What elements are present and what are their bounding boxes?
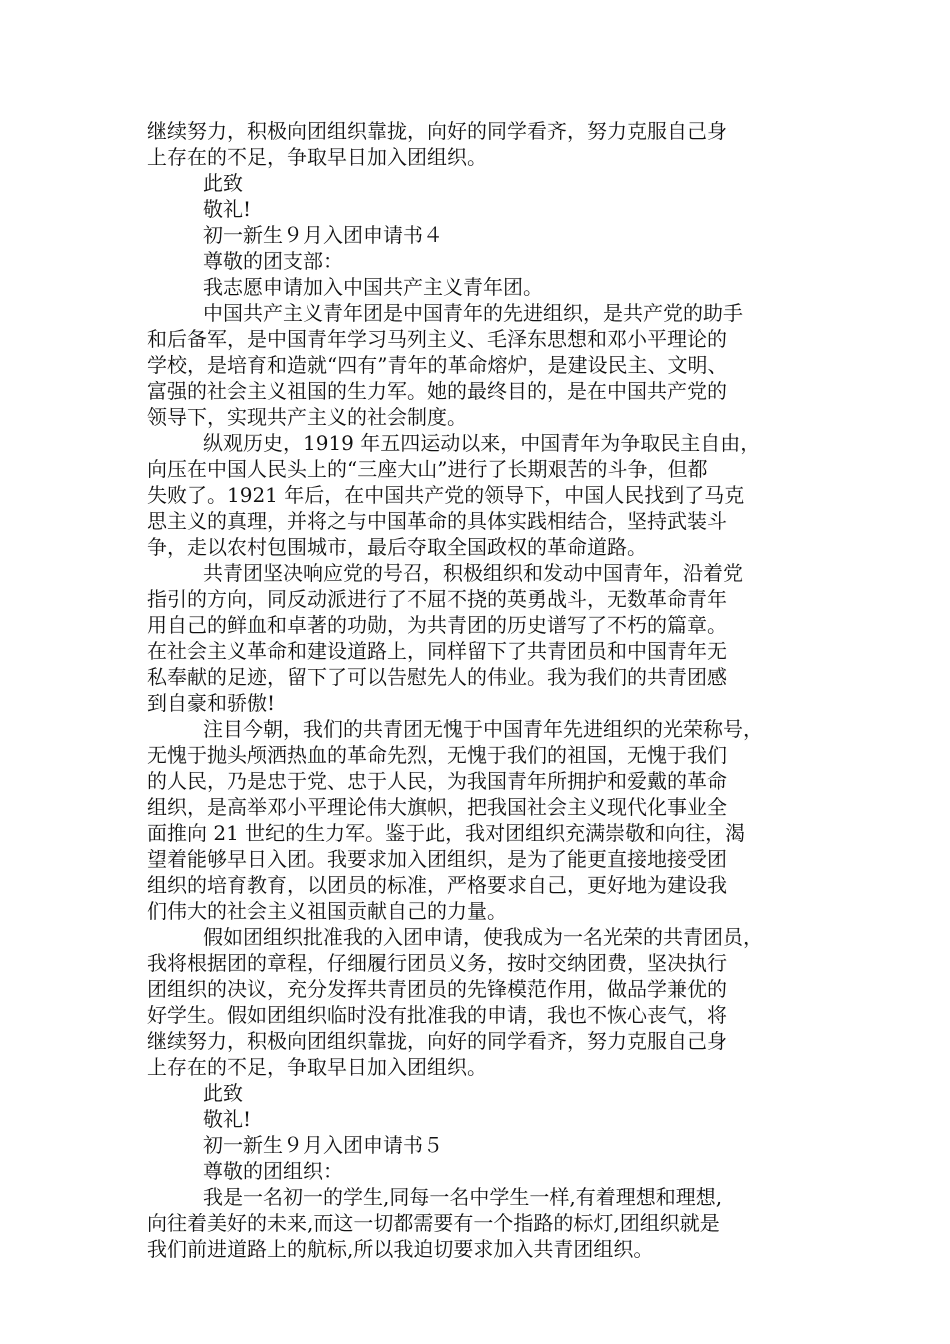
intent-text: 我志愿申请加入中国共产主义青年团。 [203,275,543,299]
text-line: 我是一名初一的学生,同每一名中学生一样,有着理想和理想, [203,1185,723,1209]
text-line: 到自豪和骄傲! [147,691,276,715]
text-line: 指引的方向，同反动派进行了不屈不挠的英勇战斗，无数革命青年 [147,587,727,611]
text-line: 继续努力，积极向团组织靠拢，向好的同学看齐，努力克服自己身 [147,1029,727,1053]
text-line: 组织，是高举邓小平理论伟大旗帜，把我国社会主义现代化事业全 [147,795,727,819]
text-line: 注目今朝，我们的共青团无愧于中国青年先进组织的光荣称号， [203,717,763,741]
text-line: 组织的培育教育，以团员的标准，严格要求自己，更好地为建设我 [147,873,727,897]
text-line: 们伟大的社会主义祖国贡献自己的力量。 [147,899,507,923]
text-line: 上存在的不足，争取早日加入团组织。 [147,1055,487,1079]
text-line: 用自己的鲜血和卓著的功勋，为共青团的历史谱写了不朽的篇章。 [147,613,727,637]
text-line: 思主义的真理，并将之与中国革命的具体实践相结合，坚持武装斗 [147,509,727,533]
text-line: 中国共产主义青年团是中国青年的先进组织，是共产党的助手 [203,301,743,325]
text-line: 我们前进道路上的航标,所以我迫切要求加入共青团组织。 [147,1237,654,1261]
greeting-text: 尊敬的团支部： [203,249,343,273]
text-line: 私奉献的足迹，留下了可以告慰先人的伟业。我为我们的共青团感 [147,665,727,689]
text-line: 继续努力，积极向团组织靠拢，向好的同学看齐，努力克服自己身 [147,119,727,143]
letter-title: 初一新生９月入团申请书５ [203,1133,443,1157]
text-line: 失败了。1921 年后，在中国共产党的领导下，中国人民找到了马克 [147,483,745,507]
salutation-text: 敬礼! [203,1107,252,1131]
text-line: 假如团组织批准我的入团申请，使我成为一名光荣的共青团员， [203,925,763,949]
salutation-text: 敬礼! [203,197,252,221]
text-line: 无愧于抛头颅洒热血的革命先烈，无愧于我们的祖国，无愧于我们 [147,743,727,767]
text-line: 争，走以农村包围城市，最后夺取全国政权的革命道路。 [147,535,647,559]
text-line: 面推向 21 世纪的生力军。鉴于此，我对团组织充满崇敬和向往，渴 [147,821,746,845]
text-line: 好学生。假如团组织临时没有批准我的申请，我也不恢心丧气，将 [147,1003,727,1027]
document-page [147,118,837,1262]
text-line: 团组织的决议，充分发挥共青团员的先锋模范作用，做品学兼优的 [147,977,727,1001]
text-line: 我将根据团的章程，仔细履行团员义务，按时交纳团费，坚决执行 [147,951,727,975]
text-line: 向往着美好的未来,而这一切都需要有一个指路的标灯,团组织就是 [147,1211,720,1235]
greeting-text: 尊敬的团组织： [203,1159,343,1183]
text-line: 纵观历史，1919 年五四运动以来，中国青年为争取民主自由， [203,431,761,455]
text-line: 的人民，乃是忠于党、忠于人民，为我国青年所拥护和爱戴的革命 [147,769,727,793]
text-line: 和后备军，是中国青年学习马列主义、毛泽东思想和邓小平理论的 [147,327,727,351]
text-line: 在社会主义革命和建设道路上，同样留下了共青团员和中国青年无 [147,639,727,663]
text-line: 望着能够早日入团。我要求加入团组织，是为了能更直接地接受团 [147,847,727,871]
closing-text: 此致 [203,171,243,195]
text-line: 学校，是培育和造就“四有”青年的革命熔炉，是建设民主、文明、 [147,353,728,377]
letter-title: 初一新生９月入团申请书４ [203,223,443,247]
closing-text: 此致 [203,1081,243,1105]
text-line: 领导下，实现共产主义的社会制度。 [147,405,467,429]
text-line: 共青团坚决响应党的号召，积极组织和发动中国青年，沿着党 [203,561,743,585]
text-line: 向压在中国人民头上的“三座大山”进行了长期艰苦的斗争，但都 [147,457,708,481]
text-line: 上存在的不足，争取早日加入团组织。 [147,145,487,169]
text-line: 富强的社会主义祖国的生力军。她的最终目的，是在中国共产党的 [147,379,727,403]
